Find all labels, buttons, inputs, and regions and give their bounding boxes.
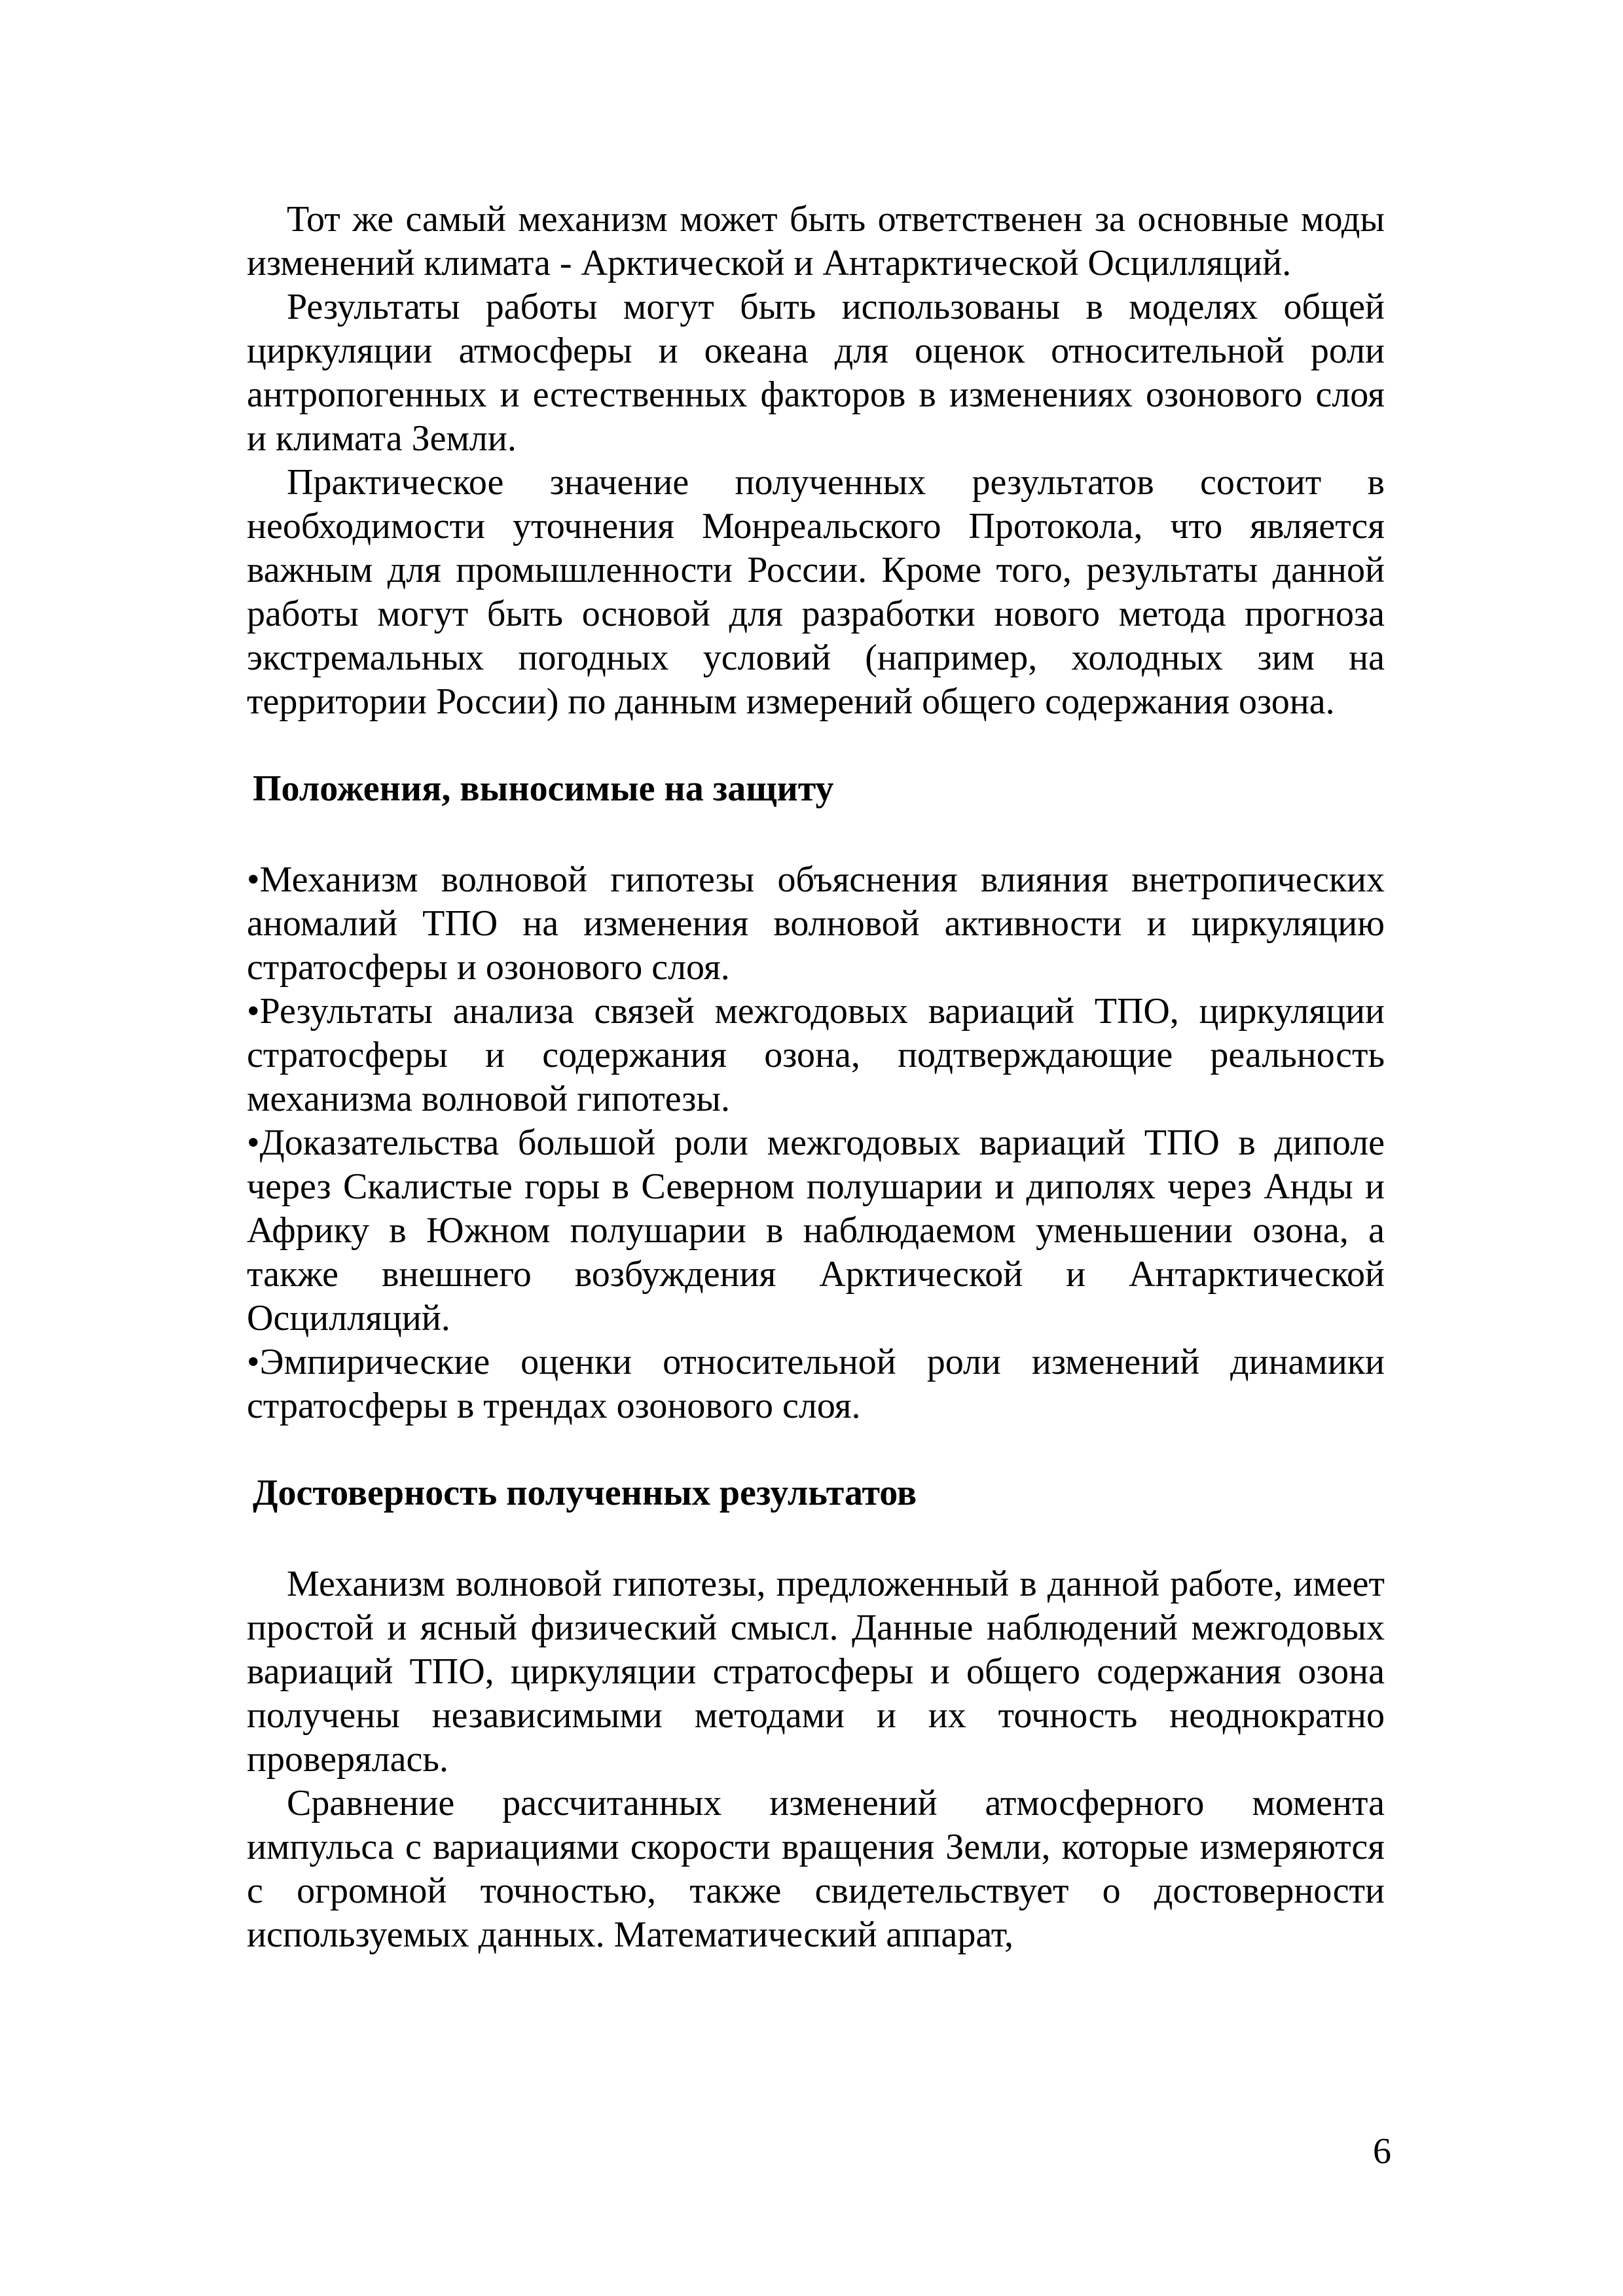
intro-paragraph-2: Результаты работы могут быть использованы в моделях общей циркуляции атмосферы и океана для оценок относительной роли антропогенных и естественных факторов в изменениях озонового слоя и климата Земли. [247, 287, 1385, 459]
spacer [247, 1515, 1385, 1562]
defense-bullet-3: •Доказательства большой роли межгодовых вариаций ТПО в диполе через Скалистые горы в Северном полушарии и диполях через Анды и Африку в Южном полушарии в наблюдаемом уменьшении озона, а также внешнего возбуждения Арктической и Антарктической Осцилляций. [247, 1122, 1385, 1338]
intro-paragraph-1: Тот же самый механизм может быть ответственен за основные моды изменений климата - Арктической и Антарктической Осцилляций. [247, 199, 1385, 283]
reliability-paragraph-1: Механизм волновой гипотезы, предложенный в данной работе, имеет простой и ясный физический смысл. Данные наблюдений межгодовых вариаций ТПО, циркуляции стратосферы и общего содержания озона получены независимыми методами и их точность неоднократно проверялась. [247, 1564, 1385, 1780]
spacer [247, 724, 1385, 767]
reliability-paragraph-2: Сравнение рассчитанных изменений атмосферного момента импульса с вариациями скорости вращения Земли, которые измеряются с огромной точностью, также свидетельствует о достоверности используемых данных. Математический аппарат, [247, 1783, 1385, 1955]
defense-bullet-1: •Механизм волновой гипотезы объяснения влияния внетропических аномалий ТПО на изменения волновой активности и циркуляцию стратосферы и озонового слоя. [247, 859, 1385, 988]
intro-paragraph-3: Практическое значение полученных результатов состоит в необходимости уточнения Монреальского Протокола, что является важным для промышленности России. Кроме того, результаты данной работы могут быть основой для разработки нового метода прогноза экстремальных погодных условий (например, холодных зим на территории России) по данным измерений общего содержания озона. [247, 462, 1385, 722]
defense-bullet-4: •Эмпирические оценки относительной роли изменений динамики стратосферы в трендах озонового слоя. [247, 1342, 1385, 1426]
defense-heading: Положения, выносимые на защиту [253, 768, 834, 809]
page-number: 6 [1373, 2131, 1391, 2172]
reliability-heading: Достоверность полученных результатов [253, 1473, 917, 1513]
spacer [247, 1428, 1385, 1471]
defense-bullet-2: •Результаты анализа связей межгодовых вариаций ТПО, циркуляции стратосферы и содержания озона, подтверждающие реальность механизма волновой гипотезы. [247, 991, 1385, 1119]
spacer [247, 811, 1385, 858]
page-body [247, 198, 1385, 1957]
